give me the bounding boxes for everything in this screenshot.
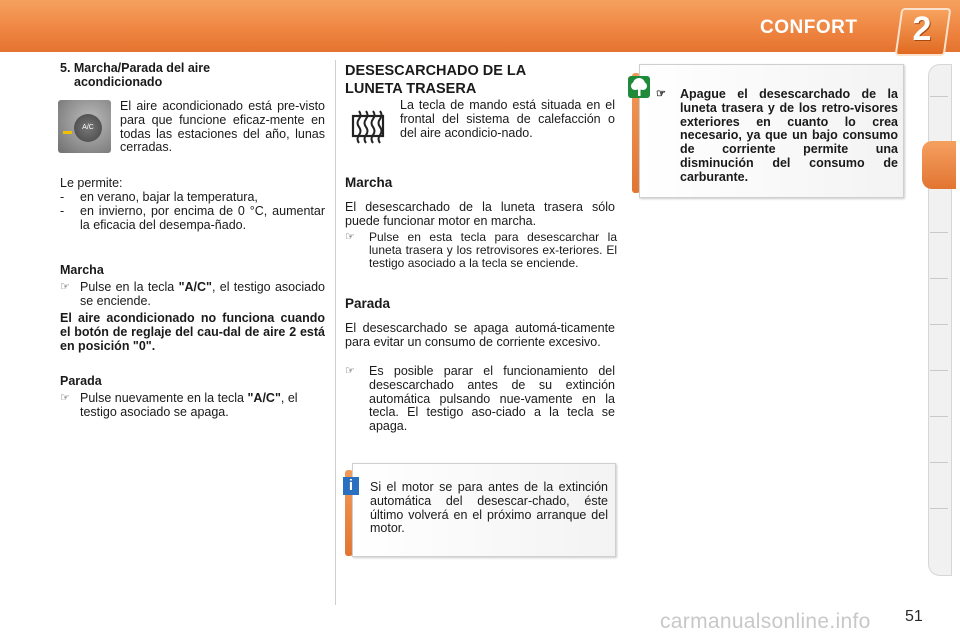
eco-tree-icon bbox=[628, 76, 650, 98]
ac-indicator-led bbox=[63, 131, 72, 134]
page-number: 51 bbox=[905, 608, 923, 625]
hand-pointer-icon: ☞ bbox=[60, 281, 70, 293]
middle-parada-text: El desescarchado se apaga automá-ticamente para evitar un consumo de corriente excesivo. bbox=[345, 321, 615, 349]
info-icon: i bbox=[343, 477, 359, 495]
left-heading: 5. Marcha/Parada del aire acondicionado bbox=[60, 61, 211, 89]
tab-divider bbox=[930, 324, 948, 325]
list-item: - en verano, bajar la temperatura, bbox=[60, 190, 258, 204]
rear-defrost-icon bbox=[346, 110, 390, 144]
left-marcha-bullet: ☞ Pulse en la tecla "A/C", el testigo asociado se enciende. bbox=[60, 280, 325, 308]
left-marcha-title: Marcha bbox=[60, 263, 104, 277]
tab-divider bbox=[930, 96, 948, 97]
left-parada-title: Parada bbox=[60, 374, 102, 388]
tab-divider bbox=[930, 508, 948, 509]
tab-divider bbox=[930, 462, 948, 463]
hand-pointer-icon: ☞ bbox=[60, 392, 70, 404]
chapter-number: 2 bbox=[912, 10, 932, 48]
middle-marcha-text: El desescarchado de la luneta trasera sólo puede funcionar motor en marcha. bbox=[345, 200, 615, 228]
middle-parada-bullet: ☞ Es posible parar el funcionamiento del desescarchado antes de su extinción automática pulsando nue-vamente en la tecla. El testigo aso-ciado a la tecla se apaga. bbox=[345, 364, 615, 434]
tab-divider bbox=[930, 232, 948, 233]
list-item: - en invierno, por encima de 0 °C, aumentar la eficacia del desempa-ñado. bbox=[60, 203, 325, 232]
eco-note bbox=[656, 88, 898, 185]
hand-pointer-icon: ☞ bbox=[345, 231, 355, 243]
tree-icon bbox=[628, 76, 650, 98]
middle-marcha-title: Marcha bbox=[345, 175, 393, 190]
tab-divider bbox=[930, 278, 948, 279]
hand-pointer-icon: ☞ bbox=[345, 365, 355, 377]
tab-divider bbox=[930, 416, 948, 417]
active-chapter-tab bbox=[922, 141, 956, 189]
left-parada-bullet: ☞ Pulse nuevamente en la tecla "A/C", el testigo asociado se apaga. bbox=[60, 391, 298, 419]
ac-button-label: A/C bbox=[74, 114, 102, 142]
hand-pointer-icon: ☞ bbox=[656, 88, 666, 100]
column-divider bbox=[335, 60, 336, 605]
left-warning: El aire acondicionado no funciona cuando el botón de reglaje del cau-dal de aire 2 está en posición "0". bbox=[60, 311, 325, 353]
left-intro: El aire acondicionado está pre-visto para que funcione eficaz-mente en todas las estaciones del año, lunas cerradas. bbox=[120, 99, 325, 155]
middle-intro: La tecla de mando está situada en el frontal del sistema de calefacción o del aire acondicio-nado. bbox=[400, 98, 615, 140]
permits-list bbox=[60, 191, 325, 232]
permits-text: Le permite: bbox=[60, 176, 123, 190]
middle-parada-title: Parada bbox=[345, 296, 391, 311]
middle-title: DESESCARCHADO DE LA LUNETA TRASERA bbox=[345, 63, 527, 97]
middle-marcha-bullet: ☞ Pulse en esta tecla para desescarchar la luneta trasera y los retrovisores ex-teriores. El testigo asociado a la tecla se enciende. bbox=[345, 230, 617, 270]
section-title: CONFORT bbox=[760, 17, 858, 38]
watermark: carmanualsonline.info bbox=[660, 610, 871, 633]
eco-note-text: Apague el desescarchado de la luneta trasera y de los retro-visores exteriores en cuanto lo crea necesario, ya que un bajo consumo de corriente permite una disminución del consumo de carburante. bbox=[680, 87, 898, 184]
tab-divider bbox=[930, 370, 948, 371]
info-note-text: Si el motor se para antes de la extinción automática del desescar-chado, éste último volverá en el próximo arranque del motor. bbox=[370, 480, 608, 536]
